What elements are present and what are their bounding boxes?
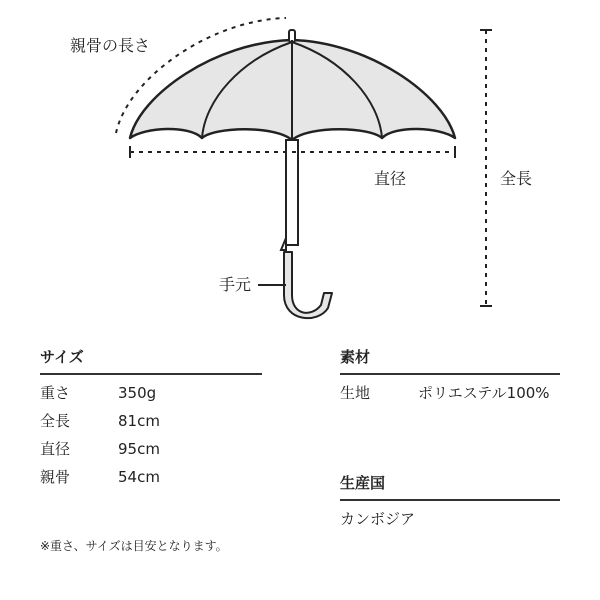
origin-value: カンボジア — [340, 510, 416, 528]
size-row-label: 直径 — [40, 440, 71, 458]
material-section-divider — [340, 373, 560, 375]
size-row-label: 全長 — [40, 412, 71, 430]
size-row-value: 350g — [118, 384, 157, 402]
material-row-value: ポリエステル100% — [418, 384, 550, 402]
origin-section-title: 生産国 — [340, 474, 386, 492]
size-disclaimer-note: ※重さ、サイズは目安となります。 — [40, 539, 228, 553]
size-row-value: 54cm — [118, 468, 160, 486]
handle-label: 手元 — [219, 275, 252, 294]
rib-length-label: 親骨の長さ — [70, 36, 151, 55]
size-row-label: 重さ — [40, 384, 71, 402]
size-row-label: 親骨 — [40, 468, 71, 486]
umbrella-shaft-lower — [286, 140, 298, 245]
umbrella-handle — [284, 252, 332, 318]
umbrella-runner — [281, 238, 286, 250]
origin-section-divider — [340, 499, 560, 501]
size-section-title: サイズ — [40, 348, 84, 366]
size-section-divider — [40, 373, 262, 375]
material-section-title: 素材 — [340, 348, 371, 366]
size-row-value: 95cm — [118, 440, 160, 458]
total-length-label: 全長 — [500, 169, 533, 188]
size-row-value: 81cm — [118, 412, 160, 430]
material-row-label: 生地 — [340, 384, 371, 402]
diameter-label: 直径 — [374, 169, 407, 188]
